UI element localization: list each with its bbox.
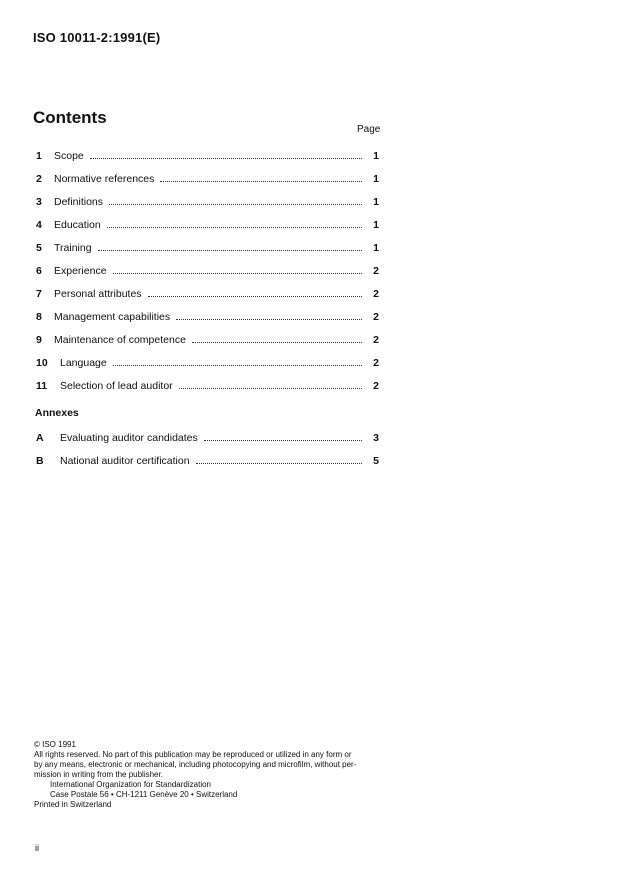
dot-leader (160, 180, 362, 182)
rights-statement: by any means, electronic or mechanical, including photocopying and microfilm, without per- (34, 760, 357, 769)
annex-entry[interactable] (36, 428, 379, 444)
dot-leader (148, 295, 362, 297)
toc-entry[interactable] (36, 192, 379, 208)
toc-label: Language (60, 357, 107, 369)
publisher-name: International Organization for Standardization (50, 780, 211, 789)
rights-statement: All rights reserved. No part of this publication may be reproduced or utilized in any form or (34, 750, 352, 759)
toc-entry[interactable] (36, 376, 379, 392)
dot-leader (113, 364, 362, 366)
toc-label: Experience (54, 265, 107, 277)
toc-number: 5 (36, 242, 42, 254)
rights-statement: mission in writing from the publisher. (34, 770, 163, 779)
page-number: ii (35, 843, 39, 853)
toc-entry[interactable] (36, 238, 379, 254)
publisher-address: Case Postale 56 • CH-1211 Genève 20 • Switzerland (50, 790, 238, 799)
toc-number: 9 (36, 334, 42, 346)
toc-number: 10 (36, 357, 48, 369)
toc-page: 1 (373, 150, 379, 162)
dot-leader (113, 272, 362, 274)
toc-number: 7 (36, 288, 42, 300)
toc-entry[interactable] (36, 169, 379, 185)
toc-number: 3 (36, 196, 42, 208)
annex-page: 3 (373, 432, 379, 444)
toc-entry[interactable] (36, 215, 379, 231)
toc-label: Training (54, 242, 92, 254)
dot-leader (192, 341, 362, 343)
toc-label: Management capabilities (54, 311, 171, 323)
toc-label: Personal attributes (54, 288, 142, 300)
toc-entry[interactable] (36, 261, 379, 277)
dot-leader (176, 318, 362, 320)
toc-list (36, 146, 379, 396)
dot-leader (90, 157, 362, 159)
toc-number: 4 (36, 219, 42, 231)
toc-label: Scope (54, 150, 84, 162)
annex-entry[interactable] (36, 451, 379, 467)
toc-page: 1 (373, 173, 379, 185)
annex-page: 5 (373, 455, 379, 467)
annex-label: Evaluating auditor candidates (60, 432, 198, 444)
dot-leader (107, 226, 362, 228)
copyright-line: © ISO 1991 (34, 740, 76, 749)
annex-list (36, 428, 379, 470)
toc-number: 6 (36, 265, 42, 277)
copyright-notice (34, 740, 384, 810)
toc-number: 8 (36, 311, 42, 323)
toc-page: 2 (373, 357, 379, 369)
toc-page: 2 (373, 311, 379, 323)
toc-page: 2 (373, 334, 379, 346)
toc-number: 1 (36, 150, 42, 162)
dot-leader (98, 249, 362, 251)
dot-leader (204, 439, 362, 441)
toc-entry[interactable] (36, 307, 379, 323)
page-title: Contents (33, 108, 107, 127)
toc-label: Selection of lead auditor (60, 380, 173, 392)
toc-page: 1 (373, 196, 379, 208)
toc-entry[interactable] (36, 146, 379, 162)
printed-in: Printed in Switzerland (34, 800, 112, 809)
page-column-label: Page (357, 124, 381, 135)
toc-label: Education (54, 219, 101, 231)
annex-label: National auditor certification (60, 455, 190, 467)
document-header: ISO 10011-2:1991(E) (33, 30, 161, 45)
dot-leader (109, 203, 362, 205)
dot-leader (179, 387, 362, 389)
toc-page: 1 (373, 219, 379, 231)
toc-number: 11 (36, 380, 48, 392)
toc-page: 2 (373, 288, 379, 300)
toc-page: 2 (373, 265, 379, 277)
toc-label: Normative references (54, 173, 155, 185)
annex-letter: A (36, 432, 44, 444)
toc-page: 2 (373, 380, 379, 392)
toc-label: Maintenance of competence (54, 334, 186, 346)
toc-label: Definitions (54, 196, 104, 208)
annex-letter: B (36, 455, 44, 467)
toc-number: 2 (36, 173, 42, 185)
toc-entry[interactable] (36, 330, 379, 346)
annexes-heading: Annexes (35, 407, 79, 419)
toc-entry[interactable] (36, 353, 379, 369)
toc-page: 1 (373, 242, 379, 254)
dot-leader (196, 462, 362, 464)
toc-entry[interactable] (36, 284, 379, 300)
